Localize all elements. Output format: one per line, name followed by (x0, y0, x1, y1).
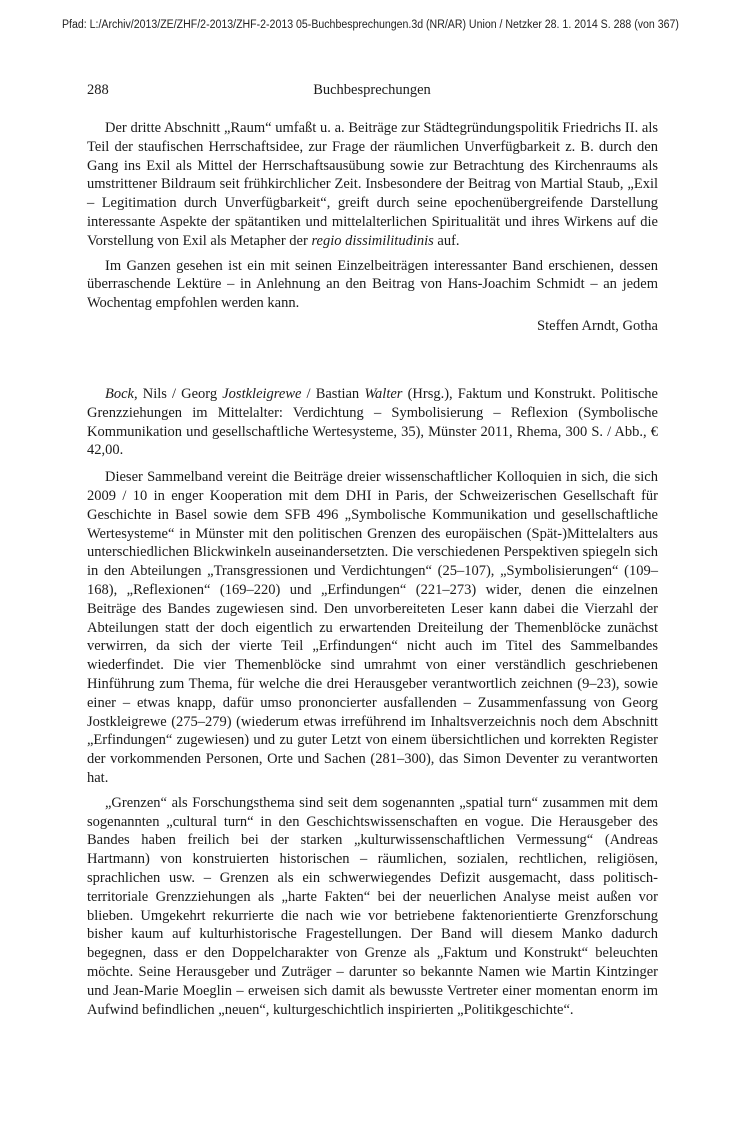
italic-phrase: regio dissimilitudinis (311, 232, 434, 249)
running-head (87, 82, 657, 102)
book-citation: Bock, Nils / Georg Jostkleigrewe / Bastian Walter (Hrsg.), Faktum und Konstrukt. Politische Grenzziehungen im Mittelalter: Verdichtung – Symbolisierung – Reflexion (Symbolische Kommunikation und gesellschaftliche Wertesysteme, 35), Münster 2011, Rhema, 300 S. / Abb., € 42,00. (87, 386, 658, 459)
file-path-header: Pfad: L:/Archiv/2013/ZE/ZHF/2-2013/ZHF-2-2013 05-Buchbesprechungen.3d (NR/AR) Union / Netzker 28. 1. 2014 S. 288 (von 367) (62, 19, 679, 31)
review-2 (87, 385, 658, 1019)
review-1-paragraph-2: Im Ganzen gesehen ist ein mit seinen Einzelbeiträgen interessanter Band erschienen, dessen überraschende Lektüre – in Anlehnung an den Beitrag von Hans-Joachim Schmidt – an jedem Wochentag empfohlen werden kann. (87, 257, 658, 312)
review-1 (87, 119, 658, 336)
review-2-paragraph-2: „Grenzen“ als Forschungsthema sind seit dem sogenannten „spatial turn“ zusammen mit dem sogenannten „cultural turn“ in den Geschichtswissenschaften en vogue. Die Herausgeber des Bandes haben freilich bei der starken „kulturwissenschaftlichen Vermessung“ (Andreas Hartmann) von konstruierten historischen – räumlichen, sozialen, rechtlichen, religiösen, sprachlichen usw. – Grenzen als ein schwerwiegendes Defizit ausgemacht, dass politisch-territoriale Grenzziehungen als „harte Fakten“ bei der neuerlichen Analyse meist außen vor blieben. Umgekehrt rekurrierte die nach wie vor betriebene faktenorientierte Grenzforschung bisher kaum auf kulturhistorische Fragestellungen. Der Band will diesem Manko dadurch begegnen, dass er den Doppelcharakter von Grenze als „Faktum und Konstrukt“ beleuchten möchte. Seine Herausgeber und Zuträger – darunter so bekannte Namen wie Martin Kintzinger und Jean-Marie Moeglin – erweisen sich damit als bewusste Vertreter einer momentan enorm im Aufwind befindlichen „neuen“, kulturgeschichtlich inspirierten „Politikgeschichte“. (87, 794, 658, 1018)
section-title: Buchbesprechungen (313, 82, 431, 98)
review-1-paragraph-1: Der dritte Abschnitt „Raum“ umfaßt u. a. Beiträge zur Städtegründungspolitik Friedrichs II. als Teil der staufischen Herrschaftsidee, zur Frage der räumlichen Unverfügbarkeit z. B. durch den Gang ins Exil als Mittel der Herrschaftsausübung sowie zur Betrachtung des Kirchenraums als umstrittener Bildraum seit frühkirchlicher Zeit. Insbesondere der Beitrag von Martial Staub, „Exil – Legitimation durch Unverfügbarkeit“, greift durch seine epochenübergreifende Darstellung interessante Aspekte der spätantiken und mittelalterlichen Spiritualität und ihres Wirkens auf die Vorstellung von Exil als Metapher der regio dissimilitudinis auf. (87, 120, 658, 249)
review-2-paragraph-1: Dieser Sammelband vereint die Beiträge dreier wissenschaftlicher Kolloquien in sich, die sich 2009 / 10 in enger Kooperation mit dem DHI in Paris, der Schweizerischen Gesellschaft für Geschichte in Basel sowie dem SFB 496 „Symbolische Kommunikation und gesellschaftliche Wertesysteme“ in Münster mit den politischen Grenzen des europäischen (Spät-)Mittelalters aus unterschiedlichen Blickwinkeln auseinandersetzten. Die verschiedenen Perspektiven spiegeln sich in den Abteilungen „Transgressionen und Verdichtungen“ (25–107), „Symbolisierungen“ (109–168), „Reflexionen“ (169–220) und „Erfindungen“ (221–273) wider, denen die einzelnen Beiträge des Bandes zugewiesen sind. Den unvorbereiteten Leser kann dabei die Vierzahl der Abteilungen statt der doch eigentlich zu erwartenden Dreiteilung der Themenblöcke zunächst verwirren, da sich der vierte Teil „Erfindungen“ nicht auch im Titel des Sammelbandes wiederfindet. Die vier Themenblöcke sind umrahmt von einer verständlich geschriebenen Hinführung zum Thema, für welche die drei Herausgeber verantwortlich zeichnen (9–23), sowie einer – etwas knapp, dafür umso prononcierter ausfallenden – Zusammenfassung von Georg Jostkleigrewe (275–279) (wiederum etwas irreführend im Inhaltsverzeichnis noch dem Abschnitt „Erfindungen“ zugewiesen) und zu guter Letzt von einem übersichtlichen und korrekten Register der vorkommenden Personen, Orte und Sachen (281–300), das Simon Deventer zu verantworten hat. (87, 469, 658, 786)
page-number: 288 (87, 82, 109, 98)
reviewer-signature: Steffen Arndt, Gotha (537, 317, 658, 334)
